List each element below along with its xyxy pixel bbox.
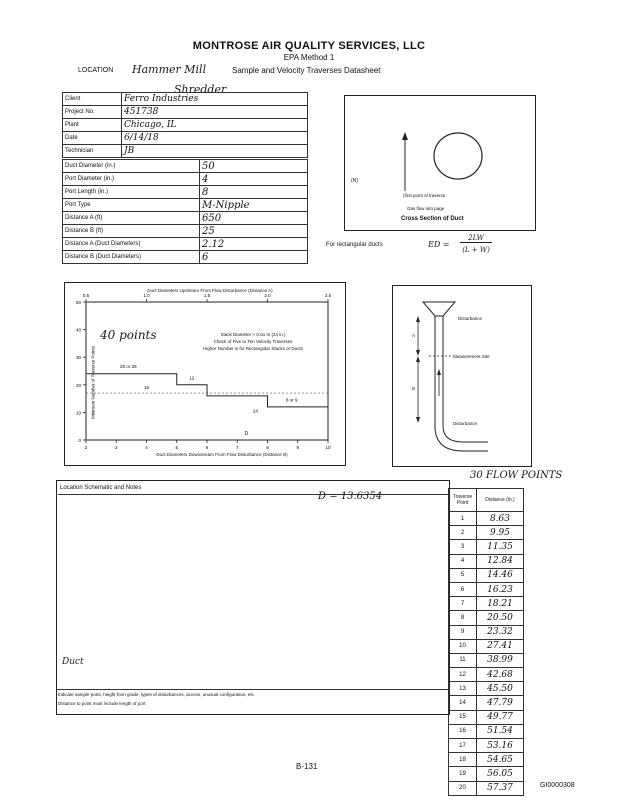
chart-top-title: Duct Diameters Upstream From Flow Disturbance (Distance A) — [147, 288, 273, 293]
traverse-point-number: 17 — [449, 739, 477, 753]
chart-plot-area — [86, 302, 328, 440]
duct-dimensions-table — [62, 159, 308, 264]
traverse-point-table — [448, 488, 524, 796]
project-info-table — [62, 92, 308, 158]
formula-denominator: (L + W) — [462, 246, 490, 254]
traverse-row — [449, 611, 524, 625]
top-tick-label: 0.5 — [82, 293, 90, 298]
traverse-row — [449, 582, 524, 596]
flow-diagram-box — [392, 285, 532, 467]
step-label: 8 or 9 — [285, 397, 298, 403]
x-tick-label: 3 — [114, 445, 118, 450]
traverse-distance-value: 9.95 — [477, 526, 524, 540]
chart-handwritten-note: 40 points — [100, 328, 157, 342]
duct-label: Port Diameter (in.) — [63, 173, 200, 186]
traverse-point-number: 5 — [449, 568, 477, 582]
traverse-point-number: 10 — [449, 639, 477, 653]
traverse-step-line — [86, 374, 328, 418]
traverse-distance-value: 11.35 — [477, 540, 524, 554]
formula-numerator: 2LW — [460, 234, 492, 243]
traverse-row — [449, 625, 524, 639]
page-number: B-131 — [296, 762, 318, 771]
measurement-site-label: Measurement Site — [453, 354, 490, 359]
duct-note: Duct — [62, 657, 84, 667]
traverse-point-number: 4 — [449, 554, 477, 568]
duct-label: Distance A (Duct Diameters) — [63, 238, 200, 251]
traverse-row — [449, 767, 524, 781]
traverse-distance-value: 54.65 — [477, 753, 524, 767]
traverse-row — [449, 682, 524, 696]
x-tick-label: 7 — [235, 445, 239, 450]
location-label: LOCATION — [78, 67, 114, 74]
duct-label: Port Type — [63, 199, 200, 212]
duct-value: 6 — [200, 251, 308, 264]
traverse-distance-header: Distance (in.) — [477, 489, 524, 512]
traverse-point-number: 15 — [449, 710, 477, 724]
duct-label: Distance B (ft) — [63, 225, 200, 238]
duct-label: Duct Diameter (in.) — [63, 160, 200, 173]
y-tick-label: 10 — [75, 410, 81, 416]
traverse-row — [449, 639, 524, 653]
x-tick-label: 9 — [296, 445, 300, 450]
x-tick-label: 5 — [175, 445, 179, 450]
distance-a-marker: A — [412, 333, 416, 338]
traverse-distance-value: 42.68 — [477, 668, 524, 682]
x-tick-label: 2 — [84, 445, 88, 450]
schematic-footnote-2: Distance to point must include length of port — [58, 701, 146, 706]
duct-value: 50 — [200, 160, 308, 173]
traverse-row — [449, 554, 524, 568]
info-value: 6/14/18 — [122, 132, 308, 145]
traverse-point-number: 13 — [449, 682, 477, 696]
north-label: (N) — [351, 178, 358, 184]
duct-label: Distance A (ft) — [63, 212, 200, 225]
x-tick-label: 10 — [325, 445, 331, 450]
duct-value: M-Nipple — [200, 199, 308, 212]
traverse-point-number: 14 — [449, 696, 477, 710]
duct-value: 4 — [200, 173, 308, 186]
traverse-row — [449, 696, 524, 710]
info-label: Date — [63, 132, 122, 145]
distance-marker: D — [244, 431, 249, 437]
traverse-row — [449, 568, 524, 582]
top-tick-label: 1.0 — [143, 293, 150, 298]
step-label: 24 — [252, 408, 258, 414]
traverse-point-number: 11 — [449, 653, 477, 667]
info-label: Project No. — [63, 106, 122, 119]
info-label: Client — [63, 93, 122, 106]
traverse-row — [449, 540, 524, 554]
chart-note-velocity: Check of Five to Ten Velocity Traverses — [213, 339, 293, 344]
location-value: Hammer Mill — [132, 63, 207, 76]
duct-value: 25 — [200, 225, 308, 238]
chart-y-title: Minimum Number of Traverse Points — [90, 345, 96, 420]
disturbance-top-label: Disturbance — [458, 316, 483, 321]
disturbance-bottom-label: Disturbance — [453, 421, 478, 426]
traverse-point-number: 12 — [449, 668, 477, 682]
cross-section-box — [344, 95, 536, 231]
formula-lhs: ED = — [428, 240, 450, 249]
x-tick-label: 8 — [266, 445, 269, 450]
chart-bottom-title: Duct Diameters Downstream From Flow Disturbance (Distance B) — [156, 452, 288, 457]
duct-value: 650 — [200, 212, 308, 225]
traverse-distance-value: 23.32 — [477, 625, 524, 639]
traverse-point-number: 6 — [449, 582, 477, 596]
y-tick-label: 0 — [78, 438, 81, 443]
traverse-point-number: 2 — [449, 526, 477, 540]
top-tick-label: 1.5 — [203, 293, 211, 298]
traverse-distance-value: 53.16 — [477, 739, 524, 753]
y-tick-label: 20 — [75, 382, 81, 388]
duct-value: 8 — [200, 186, 308, 199]
y-tick-label: 40 — [75, 327, 81, 333]
traverse-point-number: 16 — [449, 724, 477, 738]
traverse-distance-value: 27.41 — [477, 639, 524, 653]
chart-note-higher-number: Higher Number is for Rectangular Stacks or Ducts — [203, 346, 303, 351]
info-label: Technician — [63, 145, 122, 158]
info-value: Chicago, IL — [122, 119, 308, 132]
traverse-distance-value: 57.37 — [477, 781, 524, 795]
traverse-distance-value: 38.99 — [477, 653, 524, 667]
step-label: 20 or 25 — [120, 364, 137, 370]
document-title: MONTROSE AIR QUALITY SERVICES, LLC — [192, 40, 426, 52]
traverse-point-number: 20 — [449, 781, 477, 795]
traverse-row — [449, 512, 524, 526]
traverse-distance-value: 56.05 — [477, 767, 524, 781]
traverse-point-number: 1 — [449, 512, 477, 526]
traverse-row — [449, 710, 524, 724]
top-tick-label: 2.0 — [264, 293, 271, 298]
traverse-point-number: 8 — [449, 611, 477, 625]
cross-section-caption: Cross Section of Duct — [401, 216, 464, 222]
step-label: 12 — [189, 375, 195, 381]
distance-b-marker: B — [412, 386, 416, 391]
sheet-title: Sample and Velocity Traverses Datasheet — [232, 66, 381, 75]
location-schematic-box — [56, 480, 450, 715]
traverse-row — [449, 668, 524, 682]
traverse-distance-value: 18.21 — [477, 597, 524, 611]
traverse-row — [449, 739, 524, 753]
traverse-distance-value: 16.23 — [477, 582, 524, 596]
location-sub-value: Shredder — [174, 83, 227, 96]
traverse-distance-value: 12.84 — [477, 554, 524, 568]
info-value: 451738 — [122, 106, 308, 119]
traverse-distance-value: 8.63 — [477, 512, 524, 526]
info-value: JB — [122, 145, 308, 158]
document-id: GI0000308 — [540, 782, 575, 789]
flow-direction-label: Gas flow into page — [407, 206, 445, 211]
traverse-points-chart — [64, 282, 344, 464]
traverse-distance-value: 45.50 — [477, 682, 524, 696]
traverse-point-number: 9 — [449, 625, 477, 639]
traverse-distance-value: 14.46 — [477, 568, 524, 582]
traverse-row — [449, 526, 524, 540]
traverse-distance-value: 51.54 — [477, 724, 524, 738]
traverse-row — [449, 781, 524, 795]
traverse-row — [449, 597, 524, 611]
traverse-distance-value: 47.79 — [477, 696, 524, 710]
duct-value: 2.12 — [200, 238, 308, 251]
schematic-title: Location Schematic and Notes — [60, 485, 142, 491]
traverse-distance-value: 20.50 — [477, 611, 524, 625]
rect-duct-label: For rectangular ducts — [326, 242, 383, 248]
traverse-row — [449, 724, 524, 738]
traverse-row — [449, 653, 524, 667]
info-label: Plant — [63, 119, 122, 132]
top-tick-label: 2.5 — [324, 293, 332, 298]
traverse-point-number: 7 — [449, 597, 477, 611]
traverse-point-header: Traverse Point — [449, 489, 477, 512]
first-point-label: (first point of traverse — [403, 193, 446, 198]
y-tick-label: 50 — [75, 300, 81, 305]
diameter-note: D = 13.6354 — [318, 491, 383, 502]
traverse-point-number: 18 — [449, 753, 477, 767]
info-value: Ferro Industries — [122, 93, 308, 106]
schematic-footnote-1: Indicate sample ports, height from grade, types of disturbances, access, unusual configuration, etc. — [58, 692, 256, 697]
method-subtitle: EPA Method 1 — [283, 53, 335, 62]
traverse-distance-value: 49.77 — [477, 710, 524, 724]
duct-label: Port Length (in.) — [63, 186, 200, 199]
duct-flow-drawing — [393, 286, 531, 466]
traverse-point-number: 3 — [449, 540, 477, 554]
step-label: 16 — [143, 384, 150, 390]
x-tick-label: 4 — [145, 445, 148, 450]
flow-points-note: 30 FLOW POINTS — [470, 470, 563, 481]
traverse-row — [449, 753, 524, 767]
chart-note-stack-diameter: Stack Diameter > 0.61 m (24 in.) — [220, 332, 286, 337]
duct-label: Distance B (Duct Diameters) — [63, 251, 200, 264]
y-tick-label: 30 — [75, 355, 81, 361]
x-tick-label: 6 — [205, 445, 209, 450]
traverse-point-number: 19 — [449, 767, 477, 781]
